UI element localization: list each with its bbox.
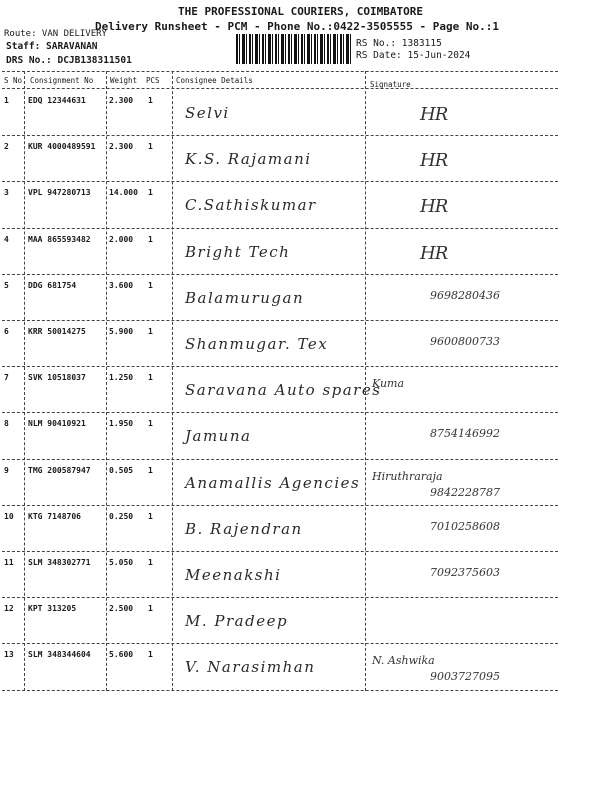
signature-text: HR <box>420 196 448 218</box>
table-row <box>0 90 560 138</box>
weight-value: 5.050 <box>109 558 134 567</box>
signature-phone: 9003727095 <box>430 670 500 684</box>
col-header-consignment: Consignment No <box>30 76 94 85</box>
serial-number: 6 <box>4 327 9 336</box>
weight-value: 5.600 <box>109 650 134 660</box>
consignment-number: SLM 348344604 <box>28 650 91 660</box>
consignee-name: Jamuna <box>185 427 252 446</box>
consignment-number: VPL 947280713 <box>28 188 91 198</box>
document-subtitle: Delivery Runsheet - PCM - Phone No.:0422-3505555 - Page No.:1 <box>95 20 499 33</box>
serial-number: 8 <box>4 419 9 429</box>
weight-value: 1.950 <box>109 419 134 429</box>
signature-phone: 9842228787 <box>430 485 500 499</box>
header-bottom-rule <box>2 88 558 89</box>
consignee-name: Bright Tech <box>185 242 291 261</box>
consignee-name: Saravana Auto spares <box>185 381 382 400</box>
consignee-name: V. Narasimhan <box>185 658 316 677</box>
weight-value: 2.300 <box>109 142 134 152</box>
signature-text: Hiruthraraja <box>372 469 443 483</box>
serial-number: 7 <box>4 373 9 383</box>
col-header-weight: Weight <box>110 76 138 85</box>
table-row <box>0 136 560 184</box>
consignee-name: M. Pradeep <box>185 612 289 631</box>
rs-number: RS No.: 1383115 <box>356 38 442 49</box>
pieces-count: 1 <box>148 373 153 383</box>
consignment-number: DDG 681754 <box>28 280 77 290</box>
barcode <box>236 34 352 64</box>
serial-number: 11 <box>4 558 14 567</box>
weight-value: 0.250 <box>109 511 134 521</box>
table-row <box>0 552 560 600</box>
document-title: THE PROFESSIONAL COURIERS, COIMBATORE <box>178 5 424 18</box>
row-rule <box>2 690 558 691</box>
weight-value: 5.900 <box>109 327 134 336</box>
weight-value: 2.300 <box>109 96 134 105</box>
table-row <box>0 644 560 692</box>
consignment-number: SVK 10518037 <box>28 373 86 383</box>
serial-number: 2 <box>4 142 9 152</box>
pieces-count: 1 <box>148 650 153 660</box>
col-header-pcs: PCS <box>146 76 160 85</box>
table-row <box>0 229 560 277</box>
weight-value: 0.505 <box>109 465 134 475</box>
pieces-count: 1 <box>148 558 153 567</box>
consignment-number: TMG 200587947 <box>28 465 91 475</box>
table-row <box>0 506 560 554</box>
consignee-name: Selvi <box>185 104 230 122</box>
signature-text: HR <box>420 104 448 125</box>
consignment-number: SLM 348302771 <box>28 558 91 567</box>
consignment-number: KUR 4000489591 <box>28 142 96 152</box>
weight-value: 2.000 <box>109 234 134 244</box>
signature-text: Kuma <box>372 377 405 391</box>
consignment-number: EDQ 12344631 <box>28 96 86 105</box>
pieces-count: 1 <box>148 188 153 198</box>
signature-phone: 8754146992 <box>430 427 500 441</box>
consignee-name: Meenakshi <box>185 566 282 584</box>
weight-value: 3.600 <box>109 280 134 290</box>
consignee-name: C.Sathiskumar <box>185 196 317 215</box>
table-top-rule <box>2 71 558 72</box>
pieces-count: 1 <box>148 280 153 290</box>
weight-value: 2.500 <box>109 604 134 614</box>
consignment-number: NLM 90410921 <box>28 419 86 429</box>
pieces-count: 1 <box>148 96 153 105</box>
pieces-count: 1 <box>148 142 153 152</box>
consignment-number: KRR 50014275 <box>28 327 86 336</box>
consignee-name: Anamallis Agencies <box>185 473 361 492</box>
table-row <box>0 367 560 415</box>
rs-date: RS Date: 15-Jun-2024 <box>356 50 471 61</box>
col-header-consignee: Consignee Details <box>176 76 253 85</box>
consignee-name: Balamurugan <box>185 288 305 307</box>
pieces-count: 1 <box>148 604 153 614</box>
serial-number: 5 <box>4 280 9 290</box>
signature-phone: 7010258608 <box>430 519 500 533</box>
table-row <box>0 598 560 646</box>
signature-text: HR <box>420 242 448 264</box>
signature-text: HR <box>420 150 448 172</box>
staff-label: Staff: SARAVANAN <box>6 41 98 52</box>
weight-value: 1.250 <box>109 373 134 383</box>
pieces-count: 1 <box>148 511 153 521</box>
pieces-count: 1 <box>148 234 153 244</box>
col-header-signature: Signature <box>370 80 411 89</box>
pieces-count: 1 <box>148 465 153 475</box>
consignee-name: K.S. Rajamani <box>185 150 312 169</box>
serial-number: 9 <box>4 465 9 475</box>
signature-phone: 9698280436 <box>430 288 500 302</box>
table-row <box>0 321 560 369</box>
table-row <box>0 413 560 461</box>
signature-phone: 9600800733 <box>430 335 500 348</box>
signature-text: N. Ashwika <box>372 654 435 668</box>
serial-number: 3 <box>4 188 9 198</box>
route-label: Route: VAN DELIVERY <box>4 29 107 39</box>
table-row <box>0 182 560 230</box>
pieces-count: 1 <box>148 419 153 429</box>
consignment-number: KTG 7148706 <box>28 511 81 521</box>
table-row <box>0 460 560 508</box>
serial-number: 1 <box>4 96 9 105</box>
consignment-number: KPT 313205 <box>28 604 77 614</box>
serial-number: 10 <box>4 511 14 521</box>
serial-number: 13 <box>4 650 14 660</box>
table-row <box>0 275 560 323</box>
signature-phone: 7092375603 <box>430 566 500 579</box>
col-header-sno: S No <box>4 76 23 85</box>
weight-value: 14.000 <box>109 188 138 198</box>
drs-number: DRS No.: DCJB138311501 <box>6 55 132 66</box>
consignee-name: B. Rajendran <box>185 519 303 538</box>
serial-number: 4 <box>4 234 9 244</box>
serial-number: 12 <box>4 604 14 614</box>
consignee-name: Shanmugar. Tex <box>185 335 329 353</box>
consignment-number: MAA 865593482 <box>28 234 91 244</box>
pieces-count: 1 <box>148 327 153 336</box>
